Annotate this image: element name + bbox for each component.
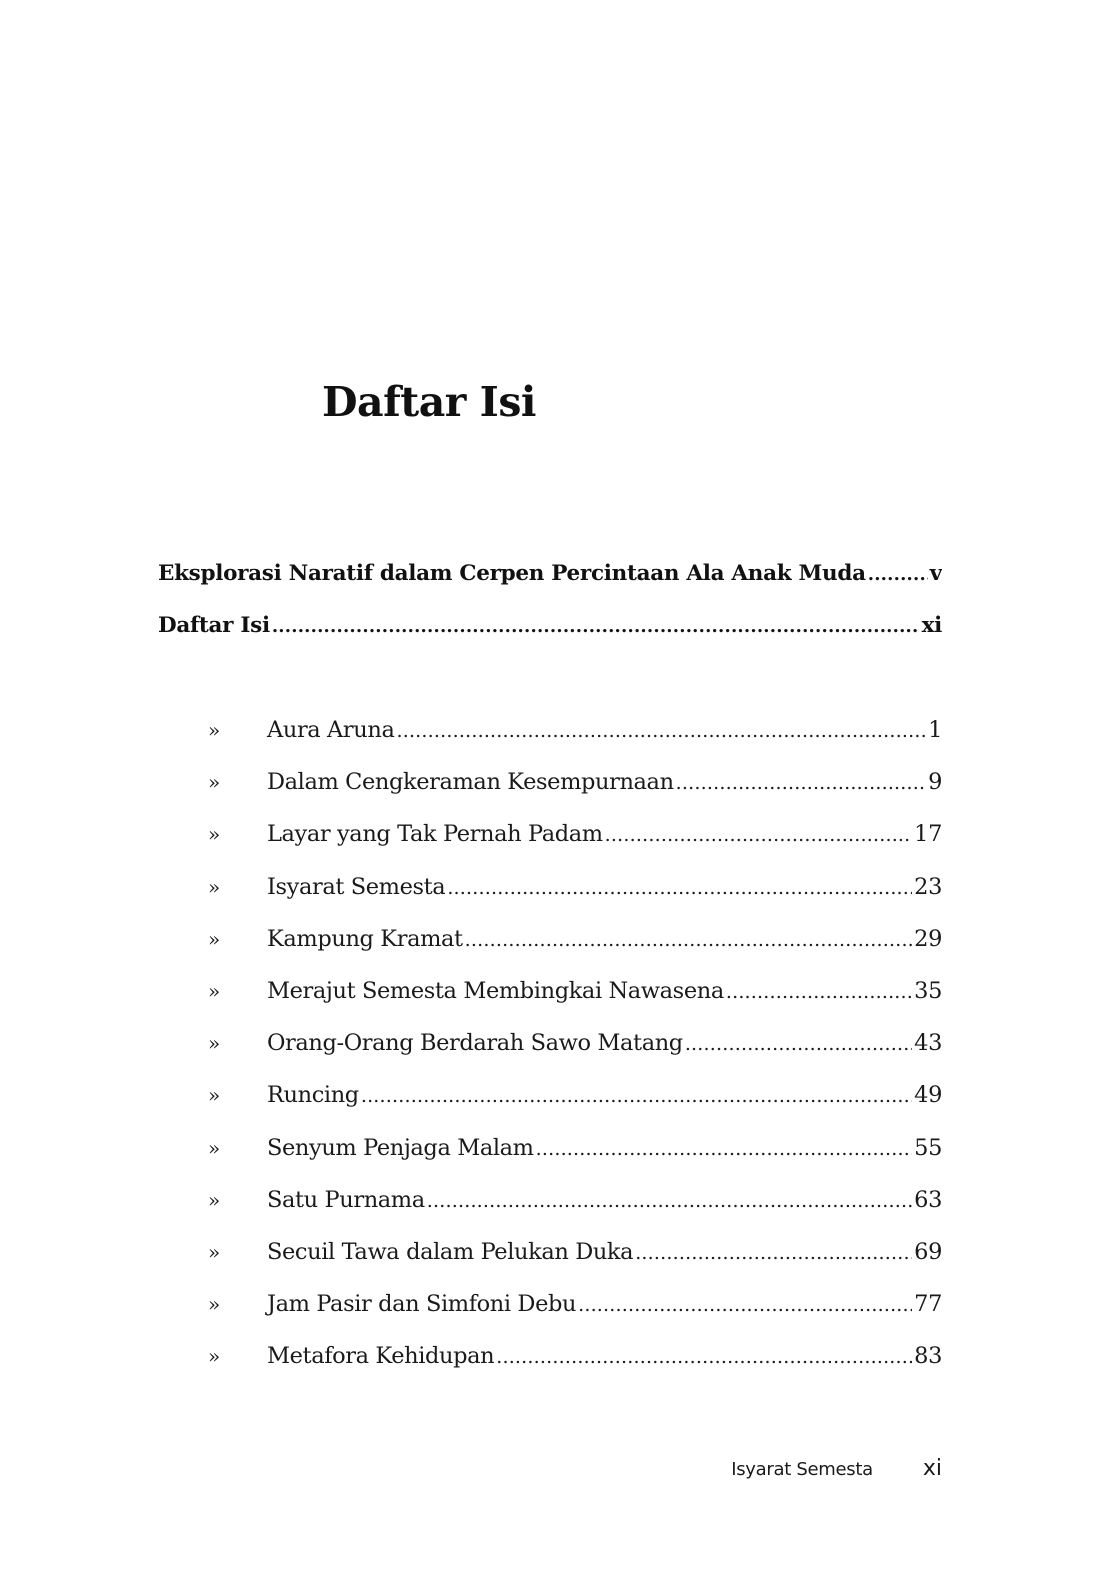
chapter-page: 29: [914, 925, 942, 952]
page-title: Daftar Isi: [322, 378, 536, 426]
dot-leader: [635, 1227, 912, 1278]
chapter-title: Kampung Kramat: [267, 925, 463, 952]
front-matter-list: [158, 548, 942, 652]
chevron-bullet-icon: »: [208, 1239, 220, 1264]
footer-page-number: xi: [922, 1456, 942, 1481]
chapter-entry[interactable]: [208, 913, 942, 965]
chevron-bullet-icon: »: [208, 1031, 220, 1056]
chapter-page: 43: [914, 1030, 942, 1057]
chapter-page: 83: [914, 1343, 942, 1370]
chevron-bullet-icon: »: [208, 1135, 220, 1160]
chapter-title: Layar yang Tak Pernah Padam: [267, 821, 603, 848]
dot-leader: [447, 862, 912, 913]
chapter-entry[interactable]: [208, 1278, 942, 1330]
chapter-page: 9: [928, 769, 942, 796]
chapter-page: 23: [914, 873, 942, 900]
dot-leader: [396, 705, 926, 756]
toc-entry-foreword[interactable]: [158, 548, 942, 600]
chapter-page: 17: [914, 821, 942, 848]
chapter-title: Satu Purnama: [267, 1186, 425, 1213]
chapter-title: Merajut Semesta Membingkai Nawasena: [267, 977, 724, 1004]
dot-leader: [496, 1331, 912, 1382]
dot-leader: [726, 966, 912, 1017]
chapter-entry[interactable]: [208, 704, 942, 756]
chevron-bullet-icon: »: [208, 1187, 220, 1212]
chapter-page: 35: [914, 977, 942, 1004]
dot-leader: [868, 549, 928, 600]
chapter-page: 77: [914, 1291, 942, 1318]
chapter-entry[interactable]: [208, 756, 942, 808]
toc-entry-contents[interactable]: [158, 600, 942, 652]
dot-leader: [465, 914, 912, 965]
chevron-bullet-icon: »: [208, 770, 220, 795]
toc-entry-title: Daftar Isi: [158, 613, 270, 638]
chapter-title: Isyarat Semesta: [267, 873, 446, 900]
chapter-entry[interactable]: [208, 1069, 942, 1121]
dot-leader: [361, 1070, 912, 1121]
chevron-bullet-icon: »: [208, 926, 220, 951]
chapter-page: 49: [914, 1082, 942, 1109]
chapter-title: Dalam Cengkeraman Kesempurnaan: [267, 769, 674, 796]
chapter-page: 1: [928, 717, 942, 743]
dot-leader: [578, 1279, 912, 1330]
chapter-title: Secuil Tawa dalam Pelukan Duka: [267, 1238, 634, 1265]
chapter-entry[interactable]: [208, 1330, 942, 1382]
dot-leader: [427, 1175, 912, 1226]
chevron-bullet-icon: »: [208, 718, 220, 742]
chapter-entry[interactable]: [208, 861, 942, 913]
page-footer: [731, 1456, 942, 1481]
chapter-page: 63: [914, 1186, 942, 1213]
chapter-list: [208, 704, 942, 1382]
chevron-bullet-icon: »: [208, 1344, 220, 1369]
chapter-title: Aura Aruna: [267, 717, 395, 743]
dot-leader: [272, 601, 920, 652]
chapter-entry[interactable]: [208, 1226, 942, 1278]
dot-leader: [676, 757, 926, 808]
chevron-bullet-icon: »: [208, 1292, 220, 1317]
chapter-page: 69: [914, 1238, 942, 1265]
toc-entry-title: Eksplorasi Naratif dalam Cerpen Percintaan Ala Anak Muda: [158, 561, 866, 586]
dot-leader: [685, 1018, 912, 1069]
chapter-entry[interactable]: [208, 1122, 942, 1174]
dot-leader: [536, 1123, 913, 1174]
chapter-title: Metafora Kehidupan: [267, 1343, 495, 1370]
chevron-bullet-icon: »: [208, 874, 220, 899]
chapter-title: Senyum Penjaga Malam: [267, 1134, 534, 1161]
running-footer-title: Isyarat Semesta: [731, 1459, 873, 1480]
chapter-title: Orang-Orang Berdarah Sawo Matang: [267, 1030, 683, 1057]
toc-entry-page: xi: [921, 613, 942, 638]
chapter-page: 55: [914, 1134, 942, 1161]
chapter-entry[interactable]: [208, 965, 942, 1017]
chevron-bullet-icon: »: [208, 978, 220, 1003]
chapter-title: Jam Pasir dan Simfoni Debu: [267, 1291, 577, 1318]
toc-entry-page: v: [929, 561, 942, 586]
chapter-entry[interactable]: [208, 808, 942, 860]
dot-leader: [605, 809, 912, 860]
chapter-entry[interactable]: [208, 1174, 942, 1226]
chapter-entry[interactable]: [208, 1017, 942, 1069]
chevron-bullet-icon: »: [208, 822, 220, 847]
chevron-bullet-icon: »: [208, 1083, 220, 1108]
chapter-title: Runcing: [267, 1082, 359, 1109]
